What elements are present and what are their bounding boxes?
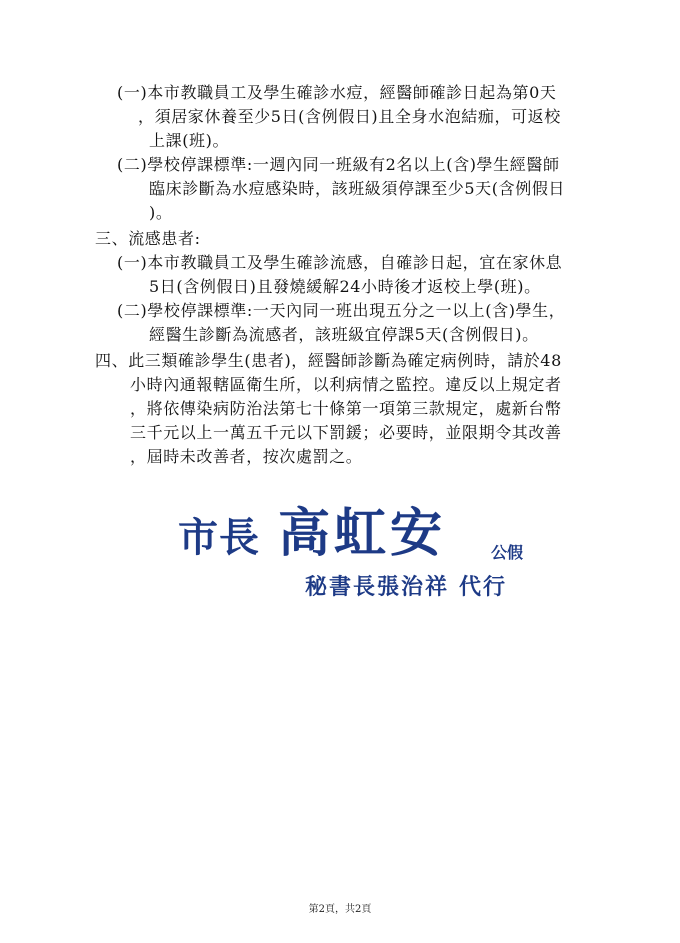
signature-leave-note: 公假 (491, 543, 524, 562)
signature-deputy-line (305, 570, 507, 601)
text-line: (二)學校停課標準:一週內同一班級有2名以上(含)學生經醫師 (117, 155, 560, 174)
signature-title: 市長 (178, 515, 260, 561)
section-heading: 三、流感患者: (95, 229, 201, 248)
text-line: 上課(班)。 (149, 131, 230, 150)
text-line: 三千元以上一萬五千元以下罰鍰；必要時，並限期令其改善 (130, 423, 562, 442)
text-line: 5日(含例假日)且發燒緩解24小時後才返校上學(班)。 (149, 277, 541, 296)
text-line: ，將依傳染病防治法第七十條第一項第三款規定，處新台幣 (130, 399, 562, 418)
page-number: 第2頁，共2頁 (308, 904, 372, 915)
signature-stamp (178, 504, 447, 564)
signature-deputy: 秘書長張治祥 (305, 575, 450, 600)
text-line: 小時內通報轄區衛生所，以利病情之監控。違反以上規定者 (130, 375, 562, 394)
text-line: ，屆時未改善者，按次處罰之。 (130, 447, 363, 466)
text-line: (一)本市教職員工及學生確診流感，自確診日起，宜在家休息 (117, 253, 563, 272)
signature-name: 高虹安 (278, 504, 447, 564)
text-line: )。 (149, 203, 173, 222)
text-line: 臨床診斷為水痘感染時，該班級須停課至少5天(含例假日 (149, 179, 566, 198)
text-line: ，須居家休養至少5日(含例假日)且全身水泡結痂，可返校 (138, 107, 561, 126)
text-line: (一)本市教職員工及學生確診水痘，經醫師確診日起為第0天 (117, 83, 557, 102)
text-line: 經醫生診斷為流感者，該班級宜停課5天(含例假日)。 (149, 325, 539, 344)
text-line: (二)學校停課標準:一天內同一班出現五分之一以上(含)學生， (117, 301, 566, 320)
signature-acting: 代行 (459, 575, 508, 600)
text-line: 四、此三類確診學生(患者)，經醫師診斷為確定病例時，請於48 (95, 351, 562, 370)
